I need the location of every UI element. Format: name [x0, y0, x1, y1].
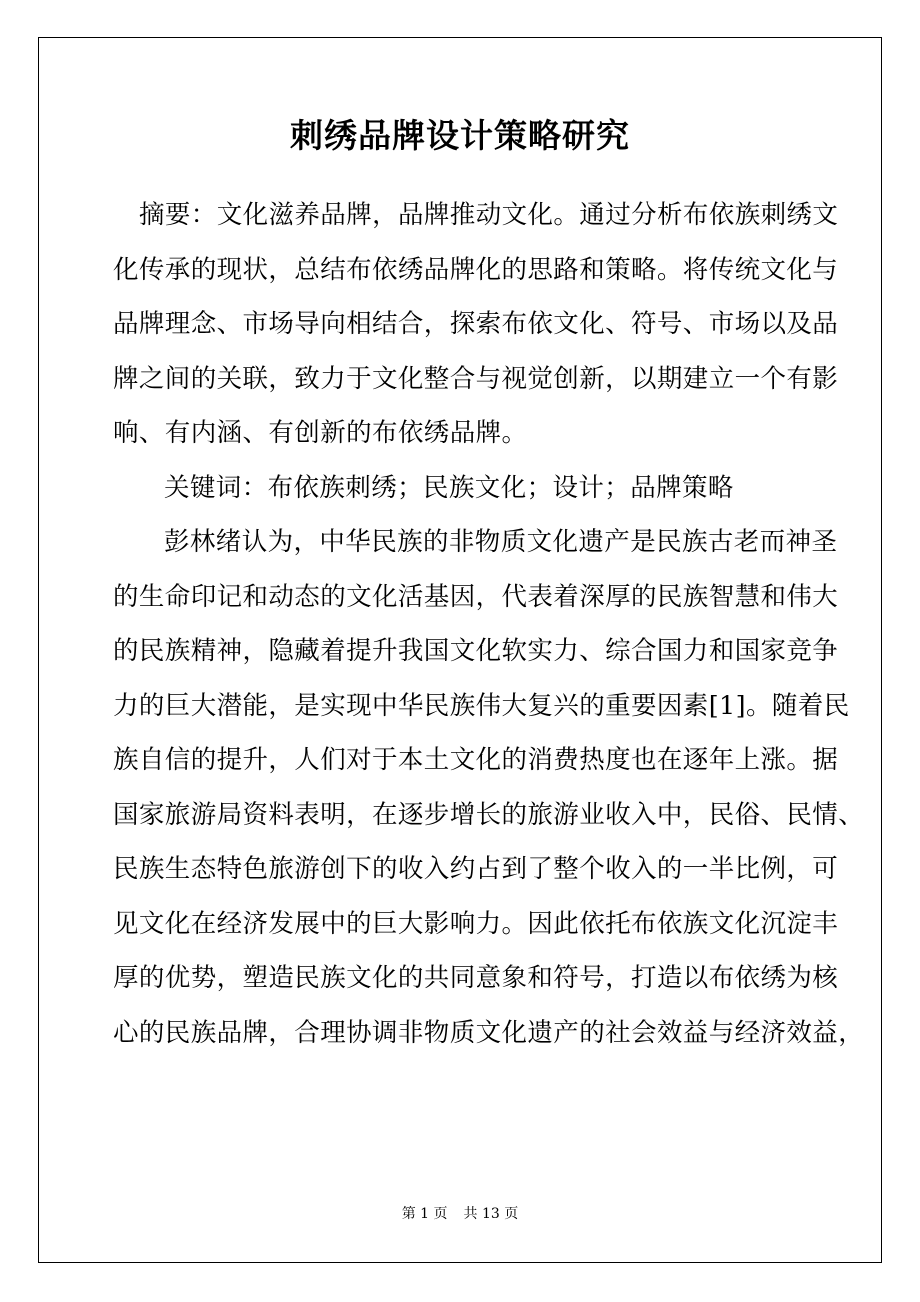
paragraph-line-7: 民族生态特色旅游创下的收入约占到了整个收入的一半比例，可 [113, 854, 839, 884]
paragraph-line-1: 彭林绪认为，中华民族的非物质文化遗产是民族古老而神圣 [164, 527, 838, 557]
abstract-line-3: 品牌理念、市场导向相结合，探索布依文化、符号、市场以及品 [113, 309, 839, 339]
paragraph-line-4: 力的巨大潜能，是实现中华民族伟大复兴的重要因素[1]。随着民 [113, 690, 850, 721]
abstract-line-5: 响、有内涵、有创新的布依绣品牌。 [113, 418, 528, 448]
page-number: 第 1 页 [401, 1206, 448, 1222]
page-footer [0, 1204, 920, 1224]
paragraph-line-8: 见文化在经济发展中的巨大影响力。因此依托布依族文化沉淀丰 [113, 908, 839, 939]
paragraph-line-6: 国家旅游局资料表明，在逐步增长的旅游业收入中，民俗、民情、 [113, 799, 865, 830]
abstract-line-2: 化传承的现状，总结布依绣品牌化的思路和策略。将传统文化与 [113, 254, 839, 285]
paragraph-line-5: 族自信的提升，人们对于本土文化的消费热度也在逐年上涨。据 [113, 745, 839, 775]
paragraph-line-10: 心的民族品牌，合理协调非物质文化遗产的社会效益与经济效益， [113, 1017, 865, 1048]
paragraph-line-2: 的生命印记和动态的文化活基因，代表着深厚的民族智慧和伟大 [113, 581, 839, 612]
abstract-line-4: 牌之间的关联，致力于文化整合与视觉创新，以期建立一个有影 [113, 363, 839, 394]
document-title: 刺绣品牌设计策略研究 [290, 116, 630, 155]
paragraph-line-3: 的民族精神，隐藏着提升我国文化软实力、综合国力和国家竞争 [113, 636, 839, 666]
page-total: 共 13 页 [463, 1206, 519, 1222]
document-body [113, 188, 865, 1060]
keywords-line: 关键词：布依族刺绣；民族文化；设计；品牌策略 [164, 472, 734, 503]
abstract-line-1: 摘要：文化滋养品牌，品牌推动文化。通过分析布依族刺绣文 [139, 200, 839, 230]
paragraph-line-9: 厚的优势，塑造民族文化的共同意象和符号，打造以布依绣为核 [113, 963, 839, 993]
